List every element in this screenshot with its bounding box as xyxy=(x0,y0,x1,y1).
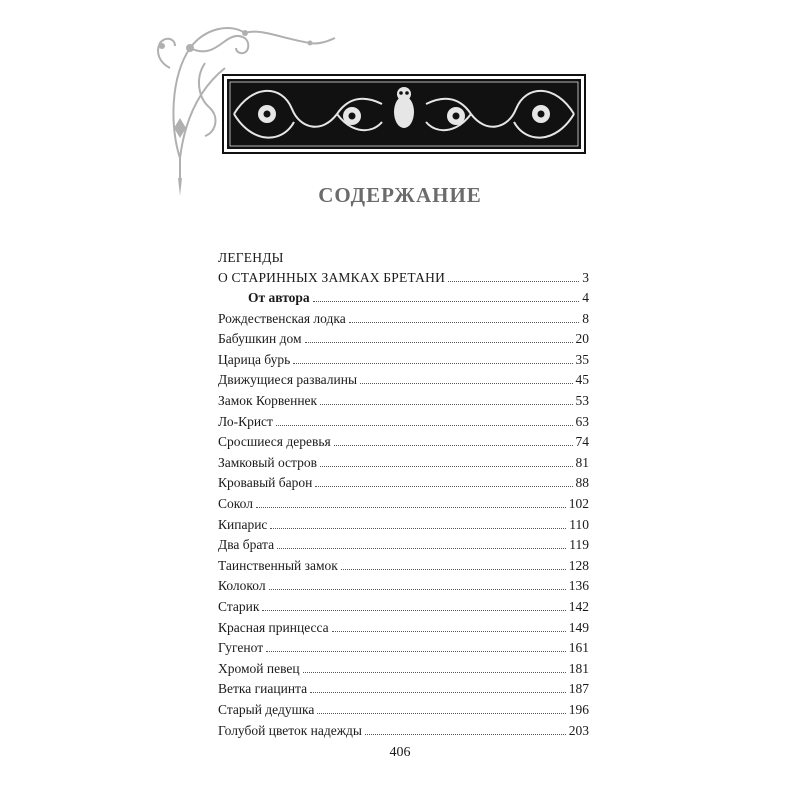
toc-entry xyxy=(218,677,589,697)
toc-entry-title: Кипарис xyxy=(218,516,268,532)
toc-dot-leader xyxy=(349,322,580,323)
toc-entry xyxy=(218,368,589,388)
toc-entry-page: 128 xyxy=(568,557,589,573)
toc-entry-title: Бабушкин дом xyxy=(218,331,302,347)
toc-dot-leader xyxy=(315,486,572,487)
toc-entry-page: 203 xyxy=(568,722,589,738)
toc-dot-leader xyxy=(360,383,572,384)
toc-entry-page: 74 xyxy=(575,434,589,450)
toc-entry-page: 181 xyxy=(568,660,589,676)
toc-entry-page: 88 xyxy=(575,475,589,491)
toc-section-heading-line1: ЛЕГЕНДЫ xyxy=(218,250,284,265)
toc-entry-title: Два брата xyxy=(218,537,275,553)
toc-entry xyxy=(218,389,589,409)
toc-entry-title: Старый дедушка xyxy=(218,702,315,717)
toc-dot-leader xyxy=(310,692,566,693)
toc-dot-leader xyxy=(313,301,580,302)
toc-entry-page: 161 xyxy=(568,640,589,656)
toc-entry-title: Сокол xyxy=(218,496,253,511)
toc-entry-page: 8 xyxy=(582,310,589,326)
toc-entry xyxy=(218,430,589,450)
toc-entry-title: Кровавый барон xyxy=(218,475,313,491)
toc-dot-leader xyxy=(262,610,565,611)
toc-entry xyxy=(218,616,589,636)
toc-entry-title: Замковый остров xyxy=(218,454,317,470)
toc-dot-leader xyxy=(256,507,566,508)
toc-dot-leader xyxy=(303,672,566,673)
toc-entry-title: Рождественская лодка xyxy=(218,310,346,326)
toc-entry-title: Красная принцесса xyxy=(218,619,329,635)
toc-dot-leader xyxy=(276,425,573,426)
toc-dot-leader xyxy=(320,466,573,467)
toc-entry-title: Царица бурь xyxy=(218,351,291,367)
toc-dot-leader xyxy=(317,713,565,714)
toc-entry xyxy=(218,286,589,306)
toc-entry-page: 110 xyxy=(569,516,589,532)
page-title: СОДЕРЖАНИЕ xyxy=(318,183,482,207)
toc-section-heading xyxy=(218,246,589,266)
toc-entry-title: Колокол xyxy=(218,578,266,594)
toc-entry xyxy=(218,533,589,553)
decorative-banner xyxy=(222,74,586,154)
toc-entry-title: Хромой певец xyxy=(218,660,300,676)
page-number: 406 xyxy=(389,745,411,760)
toc-entry-page: 136 xyxy=(568,578,589,594)
toc-entry-page: 63 xyxy=(575,413,589,429)
toc-entry xyxy=(218,471,589,491)
toc-dot-leader xyxy=(365,734,566,735)
toc-entry-page: 187 xyxy=(568,681,589,697)
toc-dot-leader xyxy=(269,589,566,590)
toc-entry-title: Таинственный замок xyxy=(218,557,338,573)
toc-entry xyxy=(218,636,589,656)
toc-entry xyxy=(218,595,589,615)
toc-dot-leader xyxy=(448,281,579,282)
toc-entry-page: 53 xyxy=(575,393,589,408)
toc-entry xyxy=(218,492,589,512)
toc-entry-title: Замок Корвеннек xyxy=(218,393,318,408)
toc-entry xyxy=(218,348,589,368)
toc-entry-title: Движущиеся развалины xyxy=(218,372,358,388)
toc-entry-page: 4 xyxy=(582,290,589,305)
toc-entry-title: Сросшиеся деревья xyxy=(218,434,331,450)
toc-entry xyxy=(218,410,589,430)
toc-entry-page: 149 xyxy=(568,619,589,635)
toc-entry xyxy=(218,451,589,471)
toc-entry-page: 119 xyxy=(569,537,589,553)
toc-entry-title: Гугенот xyxy=(218,640,264,656)
toc-entry xyxy=(218,327,589,347)
toc-dot-leader xyxy=(305,342,573,343)
toc-entry-title: Старик xyxy=(218,599,260,614)
toc-entry-title: Ветка гиацинта xyxy=(218,681,308,697)
toc-dot-leader xyxy=(320,404,572,405)
toc-section-heading-line2: О СТАРИННЫХ ЗАМКАХ БРЕТАНИ xyxy=(218,270,446,285)
toc-dot-leader xyxy=(266,651,566,652)
toc-dot-leader xyxy=(277,548,566,549)
toc-section-entry xyxy=(218,266,589,286)
toc-entry-page: 196 xyxy=(568,702,589,717)
toc-entry-page: 142 xyxy=(568,599,589,614)
toc-entry xyxy=(218,554,589,574)
toc-entry xyxy=(218,513,589,533)
toc-entry-title: Ло-Крист xyxy=(218,413,273,429)
toc-entry xyxy=(218,574,589,594)
toc-entry-title: От автора xyxy=(248,290,310,305)
toc-entry xyxy=(218,698,589,718)
toc-dot-leader xyxy=(270,528,566,529)
toc-entry-page: 81 xyxy=(575,454,589,470)
toc-entry-title: Голубой цветок надежды xyxy=(218,722,362,738)
toc-section-page: 3 xyxy=(582,270,589,285)
toc-dot-leader xyxy=(341,569,566,570)
toc-entry xyxy=(218,719,589,739)
toc-entry-page: 35 xyxy=(575,351,589,367)
toc-entry-page: 45 xyxy=(575,372,589,388)
toc-entry-page: 102 xyxy=(568,496,589,511)
toc-entry xyxy=(218,657,589,677)
toc-dot-leader xyxy=(293,363,572,364)
toc-dot-leader xyxy=(332,631,566,632)
toc-entry xyxy=(218,307,589,327)
toc-dot-leader xyxy=(334,445,573,446)
toc-entry-page: 20 xyxy=(575,331,589,347)
